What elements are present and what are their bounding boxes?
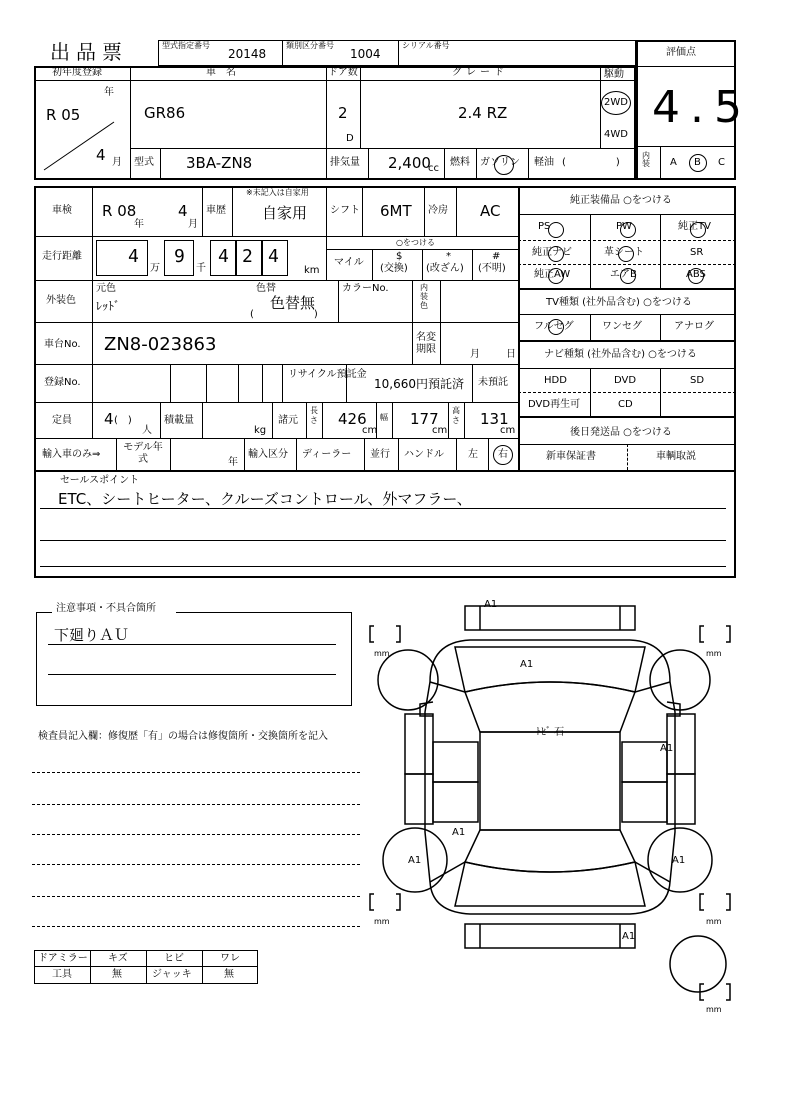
grade-value: 2.4 RZ — [458, 104, 508, 122]
name-change-month: 月 — [470, 349, 480, 360]
inspector-label: 検査員記入欄：修復歴「有」の場合は修復箇所・交換箇所を記入 — [38, 731, 328, 742]
displacement-cc: cc — [428, 163, 439, 174]
handle-right: 右 — [498, 449, 508, 460]
color-repaint-label: 色替 — [256, 283, 276, 294]
interior-b-circle — [689, 154, 707, 172]
notes-text: 下廻りＡＵ — [54, 626, 130, 644]
capacity-value: 4 — [104, 410, 114, 428]
tools-crack: ヒビ — [164, 953, 184, 964]
nav-title: ナビ種類 (社外品含む) ○をつける — [544, 349, 697, 360]
mileage-digit-2: 9 — [174, 246, 185, 267]
color-no-label: カラーNo. — [342, 283, 389, 294]
tools-scratch: キズ — [108, 953, 128, 964]
nav-dvd: DVD — [614, 375, 637, 386]
first-reg-year-unit: 年 — [104, 87, 114, 98]
mark-right-door: A1 — [660, 743, 674, 754]
length-value: 426 — [338, 410, 367, 428]
import-class-label: 輸入区分 — [248, 449, 288, 460]
first-reg-label: 初年度登録 — [52, 67, 102, 78]
mileage-unit-man: 万 — [150, 263, 160, 274]
handle-right-circle — [493, 445, 513, 465]
tv-oneseg: ワンセグ — [602, 321, 642, 332]
equip-ps: PS — [538, 221, 551, 232]
color-label: 外装色 — [46, 295, 76, 306]
later-warranty: 新車保証書 — [546, 451, 596, 462]
inspection-month: 4 — [178, 202, 188, 220]
equip-sr: SR — [690, 247, 704, 258]
left-front-door — [405, 714, 433, 774]
mileage-tsuke: ○をつける — [396, 238, 435, 247]
length-cm: cm — [362, 425, 378, 436]
tools-tools-value: 無 — [112, 969, 122, 980]
left-rear-door — [405, 774, 433, 824]
mark-front-bumper: A1 — [484, 599, 498, 610]
mm-rear-left: mm — [374, 917, 390, 926]
doors-label: ドア数 — [328, 67, 358, 78]
equip-pw-circle — [620, 222, 636, 238]
fuel-label: 燃料 — [450, 157, 470, 168]
interior-a: A — [670, 157, 677, 168]
rear-window-shape — [465, 830, 635, 872]
first-reg-slash — [40, 118, 120, 174]
mileage-unknown-sym: # — [492, 251, 501, 262]
car-damage-diagram — [360, 592, 750, 1022]
model-year-label: モデル年式 — [123, 442, 163, 465]
equip-aw-circle — [548, 268, 564, 284]
mm-rear-right: mm — [706, 917, 722, 926]
nav-sd: SD — [690, 375, 705, 386]
tools-mirror: ドアミラー — [38, 953, 88, 964]
interior-label: 内装 — [642, 151, 650, 168]
history-value: 自家用 — [262, 204, 308, 222]
equip-pw: PW — [616, 221, 632, 232]
front-right-wheel — [650, 650, 710, 710]
fuel-gasoline-circle — [494, 155, 514, 175]
mileage-digit-3: 4 — [218, 246, 229, 267]
name-change-label: 名変期限 — [416, 332, 436, 355]
width-label: 幅 — [380, 413, 388, 422]
mileage-digit-5: 4 — [268, 246, 279, 267]
equip-tv-circle — [690, 222, 706, 238]
equip-tv: 純正TV — [678, 221, 711, 232]
load-kg: kg — [254, 425, 267, 436]
length-label: 長さ — [310, 406, 318, 425]
handle-label: ハンドル — [404, 449, 444, 460]
tools-break: ワレ — [220, 953, 240, 964]
sales-text: ETC、シートヒーター、クルーズコントロール、外マフラー、 — [58, 490, 472, 508]
color-orig-label: 元色 — [96, 283, 116, 294]
spec-label: 諸元 — [278, 415, 298, 426]
interior-b: B — [694, 157, 701, 168]
rating-value: 4.5 — [652, 82, 752, 133]
mm-front-left: mm — [374, 649, 390, 658]
mileage-digit-1: 4 — [128, 246, 139, 267]
inspection-value: R 08 — [102, 202, 137, 220]
mark-rear: A1 — [452, 827, 466, 838]
equip-airbag: エアB — [610, 269, 637, 280]
type-no-label: 型式指定番号 — [162, 41, 210, 50]
mark-hood: A1 — [520, 659, 534, 670]
displacement-value: 2,400 — [388, 154, 431, 172]
mark-roof: ﾄﾋﾞ 石 — [536, 727, 565, 738]
mark-rear-bumper: A1 — [622, 931, 636, 942]
load-label: 積載量 — [164, 415, 194, 426]
roof-shape — [480, 732, 620, 830]
mark-rear-right-wheel: A1 — [672, 855, 686, 866]
model-year-unit: 年 — [228, 457, 238, 468]
chassis-value: ZN8-023863 — [104, 334, 217, 355]
mileage-unknown: (不明) — [478, 263, 506, 274]
handle-left: 左 — [468, 449, 478, 460]
doors-d: D — [346, 133, 354, 144]
tools-jack-label: ジャッキ — [152, 969, 192, 980]
import-label: 輸入車のみ⇒ — [42, 449, 101, 460]
tv-fullseg: フルセグ — [534, 321, 574, 332]
equipment-title: 純正装備品 ○をつける — [570, 195, 672, 206]
capacity-paren: ( ) — [114, 415, 132, 426]
recycle-label-1: リサイクル預託金 — [288, 369, 367, 380]
inspection-label: 車検 — [52, 205, 72, 216]
tv-analog: アナログ — [674, 321, 714, 332]
nav-cd: CD — [618, 399, 633, 410]
class-no: 1004 — [350, 47, 381, 61]
mileage-km: km — [304, 265, 320, 276]
form-title: 出品票 — [50, 40, 128, 64]
import-parallel: 並行 — [370, 449, 390, 460]
rear-bumper-shape — [465, 924, 635, 948]
width-value: 177 — [410, 410, 439, 428]
height-cm: cm — [500, 425, 516, 436]
mileage-digit-4: 2 — [242, 246, 253, 267]
mm-front-right: mm — [706, 649, 722, 658]
chassis-label: 車台No. — [44, 339, 81, 350]
first-reg-month-unit: 月 — [112, 157, 122, 168]
doors-value: 2 — [338, 104, 348, 122]
grade-label: グレード — [452, 67, 508, 78]
serial-label: シリアル番号 — [402, 41, 450, 50]
height-value: 131 — [480, 410, 509, 428]
right-rear-door — [667, 774, 695, 824]
front-left-wheel — [378, 650, 438, 710]
trunk-shape — [455, 862, 645, 906]
mark-rear-left-wheel: A1 — [408, 855, 422, 866]
mileage-unit-sen: 千 — [196, 263, 206, 274]
tools-jack-value: 無 — [224, 969, 234, 980]
equip-abs-circle — [688, 268, 704, 284]
car-name-label: 車 名 — [206, 67, 236, 78]
history-label: 車歴 — [206, 205, 226, 216]
fuel-diesel: 軽油 — [534, 157, 554, 168]
notes-label: 注意事項・不具合箇所 — [56, 603, 156, 614]
mileage-alter-sym: * — [446, 251, 451, 262]
tools-tools-label: 工具 — [52, 969, 72, 980]
rating-label: 評価点 — [666, 47, 696, 58]
history-note: ※未記入は自家用 — [246, 188, 309, 197]
drive-2wd: 2WD — [604, 97, 628, 108]
height-label: 高さ — [452, 406, 460, 425]
interior-color-label: 内装色 — [420, 283, 428, 310]
equip-leather-circle — [618, 246, 634, 262]
capacity-unit: 人 — [142, 425, 152, 436]
color-repaint-paren: ( ) — [250, 309, 318, 320]
inspection-month-unit: 月 — [188, 219, 198, 230]
first-reg-year: R 05 — [46, 106, 81, 124]
windshield-shape — [465, 682, 635, 732]
nav-hdd: HDD — [544, 375, 567, 386]
mileage-digit-box-1 — [96, 240, 148, 276]
ac-value: AC — [480, 202, 501, 220]
model-label: 型式 — [134, 157, 154, 168]
reg-label: 登録No. — [44, 377, 81, 388]
equip-leather: 革シート — [604, 247, 644, 258]
mileage-exch-sym: $ — [396, 251, 403, 262]
later-title: 後日発送品 ○をつける — [570, 427, 672, 438]
equip-nav: 純正ナビ — [532, 247, 572, 258]
class-no-label: 類別区分番号 — [286, 41, 334, 50]
drive-label: 駆動 — [604, 69, 624, 80]
displacement-label: 排気量 — [330, 157, 360, 168]
later-manual: 車輌取説 — [656, 451, 696, 462]
name-change-day: 日 — [506, 349, 516, 360]
mileage-mile: マイル — [334, 257, 364, 268]
width-cm: cm — [432, 425, 448, 436]
drive-2wd-circle — [601, 91, 631, 115]
type-no: 20148 — [228, 47, 267, 61]
interior-c: C — [718, 157, 725, 168]
tv-title: TV種類 (社外品含む) ○をつける — [546, 297, 692, 308]
car-name: GR86 — [144, 104, 186, 122]
equip-nav-circle — [548, 246, 564, 262]
recycle-value: 10,660円預託済 — [374, 377, 464, 391]
nav-dvd-play: DVD再生可 — [528, 399, 581, 410]
model-value: 3BA-ZN8 — [186, 154, 253, 172]
shift-value: 6MT — [380, 202, 412, 220]
first-reg-month: 4 — [96, 146, 106, 164]
shift-label: シフト — [330, 205, 360, 216]
recycle-status: 未預託 — [478, 377, 508, 388]
tv-fullseg-circle — [548, 319, 564, 335]
sales-label: セールスポイント — [60, 475, 140, 486]
color-value: ﾚｯﾄﾞ — [96, 299, 121, 313]
equip-ps-circle — [548, 222, 564, 238]
equip-aw: 純正AW — [534, 269, 571, 280]
equip-airbag-circle — [620, 268, 636, 284]
ac-label: 冷房 — [428, 205, 448, 216]
equip-abs: ABS — [686, 269, 706, 280]
color-repaint-value: 色替無 — [270, 294, 316, 312]
hood-shape — [455, 647, 645, 692]
drive-4wd: 4WD — [604, 129, 628, 140]
spare-wheel — [670, 936, 726, 992]
mileage-exch: (交換) — [380, 263, 408, 274]
capacity-label: 定員 — [52, 415, 72, 426]
mileage-label: 走行距離 — [42, 251, 82, 262]
inspection-year-unit: 年 — [134, 219, 144, 230]
mileage-alter: (改ざん) — [426, 263, 464, 274]
import-dealer: ディーラー — [302, 449, 352, 460]
fuel-other-paren: ( ) — [562, 157, 620, 168]
fuel-gasoline: ガソリン — [480, 157, 520, 168]
mm-spare: mm — [706, 1005, 722, 1014]
